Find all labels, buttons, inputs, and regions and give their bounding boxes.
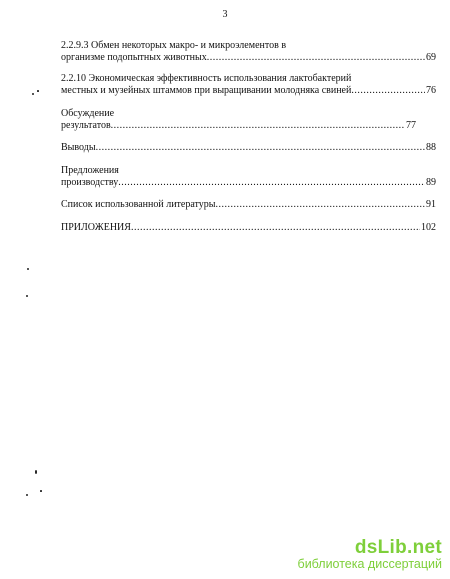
toc-entry-last-line [61,52,436,64]
scan-speck [26,494,28,496]
toc-page-number: 77 [406,120,416,131]
toc-entry-proposals [61,165,436,189]
toc-entry-last-line [61,120,416,132]
toc-entry-title-line: 2.2.9.3 Обмен некоторых макро- и микроэлементов в [61,40,287,51]
toc-entry-last-line [61,222,436,234]
toc-entry-title-line: 2.2.10 Экономическая эффективность использования лактобактерий [61,73,352,84]
dot-leader [351,85,425,97]
toc-entry-2-2-9-3 [61,40,436,64]
watermark-tagline: библиотека диссертаций [297,557,442,571]
watermark [298,538,442,571]
toc-page-number: 76 [426,85,436,96]
toc-entry-discussion [61,108,436,132]
toc-entry-references [61,199,436,211]
toc-page-number: 89 [426,177,436,188]
dot-leader [96,142,425,154]
toc-entry-last-line [61,142,436,154]
toc-entry-title-tail: производству [61,177,119,188]
toc-page-number: 69 [426,52,436,63]
toc-entry-title-line: Обсуждение [61,108,115,119]
toc-entry-title-line: Предложения [61,165,119,176]
toc-page-number: 102 [421,222,436,233]
toc-entry-last-line [61,199,436,211]
dot-leader [111,120,405,132]
page-number: 3 [222,9,228,20]
toc-entry-appendices [61,222,436,234]
scan-speck [27,268,29,270]
scan-speck [32,93,34,95]
toc-page-number: 88 [426,142,436,153]
scan-speck [35,470,37,474]
toc-entry-last-line [61,177,436,189]
toc-page-number: 91 [426,199,436,210]
toc-entry-title-tail: результатов [61,120,111,131]
watermark-brand: dsLib.net [354,537,442,558]
toc-entry-conclusions [61,142,436,154]
dot-leader [207,52,425,64]
toc-entry-title-tail: Список использованной литературы [61,199,216,210]
toc-entry-title-tail: ПРИЛОЖЕНИЯ [61,222,131,233]
dot-leader [216,199,426,211]
toc-entry-title-tail: Выводы [61,142,96,153]
scan-speck [40,490,42,492]
toc-entry-title-tail: организме подопытных животных [61,52,207,63]
scan-speck [26,295,28,297]
toc-entry-last-line [61,85,436,97]
dot-leader [131,222,420,234]
toc-entry-2-2-10 [61,73,436,97]
scan-speck [37,90,39,92]
dot-leader [118,177,425,189]
toc-entry-title-tail: местных и музейных штаммов при выращивании молодняка свиней [61,85,352,96]
